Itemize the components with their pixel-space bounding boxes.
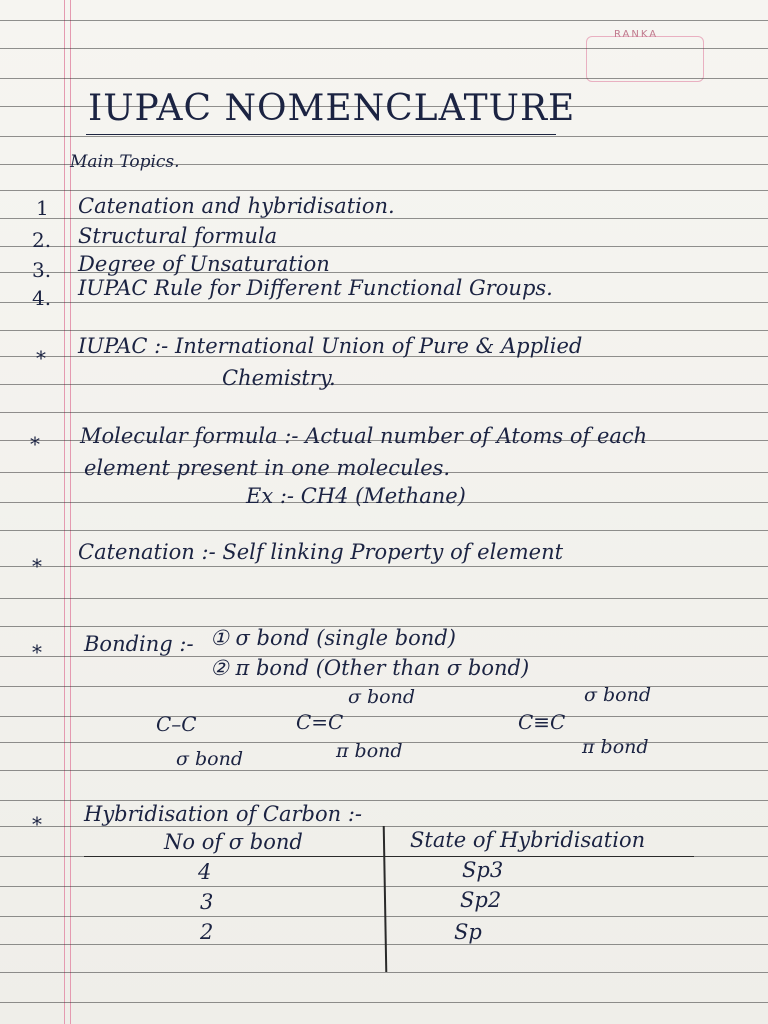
topic-number: 2. xyxy=(32,228,52,252)
main-topics-label: Main Topics. xyxy=(70,152,180,172)
bullet-star: * xyxy=(36,346,46,370)
ruled-line xyxy=(0,384,768,385)
double-bond-structure: C=C xyxy=(296,710,344,734)
bullet-star: * xyxy=(32,554,42,578)
bullet-star: * xyxy=(32,640,42,664)
iupac-definition: IUPAC :- International Union of Pure & Applied xyxy=(78,334,583,358)
table-header-state: State of Hybridisation xyxy=(410,828,646,852)
bullet-star: * xyxy=(30,432,40,456)
ruled-line xyxy=(0,136,768,137)
ruled-line xyxy=(0,598,768,599)
ruled-line xyxy=(0,20,768,21)
table-cell-count: 4 xyxy=(198,860,212,884)
single-bond-note: σ bond xyxy=(176,748,244,770)
double-bond-note-bottom: π bond xyxy=(336,740,403,762)
ruled-line xyxy=(0,800,768,801)
ruled-line xyxy=(0,218,768,219)
triple-bond-note-top: σ bond xyxy=(584,684,652,706)
margin-line xyxy=(64,0,65,1024)
table-header-sigma: No of σ bond xyxy=(164,830,303,854)
double-bond-note-top: σ bond xyxy=(348,686,416,708)
page-header-box xyxy=(586,36,704,82)
ruled-line xyxy=(0,48,768,49)
table-cell-count: 3 xyxy=(200,890,214,914)
triple-bond-structure: C≡C xyxy=(518,710,566,734)
molecular-definition-cont: element present in one molecules. xyxy=(84,456,451,480)
bonding-item-pi: ② π bond (Other than σ bond) xyxy=(210,656,530,680)
table-cell-state: Sp xyxy=(454,920,482,944)
topic-item: Structural formula xyxy=(78,224,278,248)
table-cell-state: Sp3 xyxy=(462,858,504,882)
single-bond-structure: C–C xyxy=(156,712,197,736)
topic-item: Degree of Unsaturation xyxy=(78,252,330,276)
topic-item: IUPAC Rule for Different Functional Groups. xyxy=(78,276,553,300)
bonding-item-sigma: ① σ bond (single bond) xyxy=(210,626,456,650)
ruled-line xyxy=(0,530,768,531)
ruled-line xyxy=(0,302,768,303)
topic-number: 4. xyxy=(32,286,52,310)
bonding-label: Bonding :- xyxy=(84,632,194,656)
page-title: IUPAC NOMENCLATURE xyxy=(88,88,576,129)
hybridisation-title: Hybridisation of Carbon :- xyxy=(84,802,363,826)
table-divider xyxy=(383,826,388,972)
ruled-line xyxy=(0,1002,768,1003)
notebook-brand: RANKA xyxy=(614,29,659,40)
ruled-line xyxy=(0,330,768,331)
bullet-star: * xyxy=(32,812,42,836)
ruled-line xyxy=(0,78,768,79)
ruled-line xyxy=(0,716,768,717)
table-cell-state: Sp2 xyxy=(460,888,502,912)
molecular-example: Ex :- CH4 (Methane) xyxy=(246,484,466,508)
ruled-line xyxy=(0,566,768,567)
iupac-definition-cont: Chemistry. xyxy=(222,366,336,390)
molecular-definition: Molecular formula :- Actual number of Atoms of each xyxy=(80,424,648,448)
triple-bond-note-bottom: π bond xyxy=(582,736,649,758)
table-header-line xyxy=(84,856,694,857)
ruled-line xyxy=(0,412,768,413)
title-underline xyxy=(86,134,556,135)
catenation-definition: Catenation :- Self linking Property of element xyxy=(78,540,564,564)
topic-number: 3. xyxy=(32,258,52,282)
ruled-line xyxy=(0,972,768,973)
topic-number: 1 xyxy=(36,196,49,220)
table-cell-count: 2 xyxy=(200,920,214,944)
topic-item: Catenation and hybridisation. xyxy=(78,194,395,218)
ruled-line xyxy=(0,770,768,771)
ruled-line xyxy=(0,190,768,191)
